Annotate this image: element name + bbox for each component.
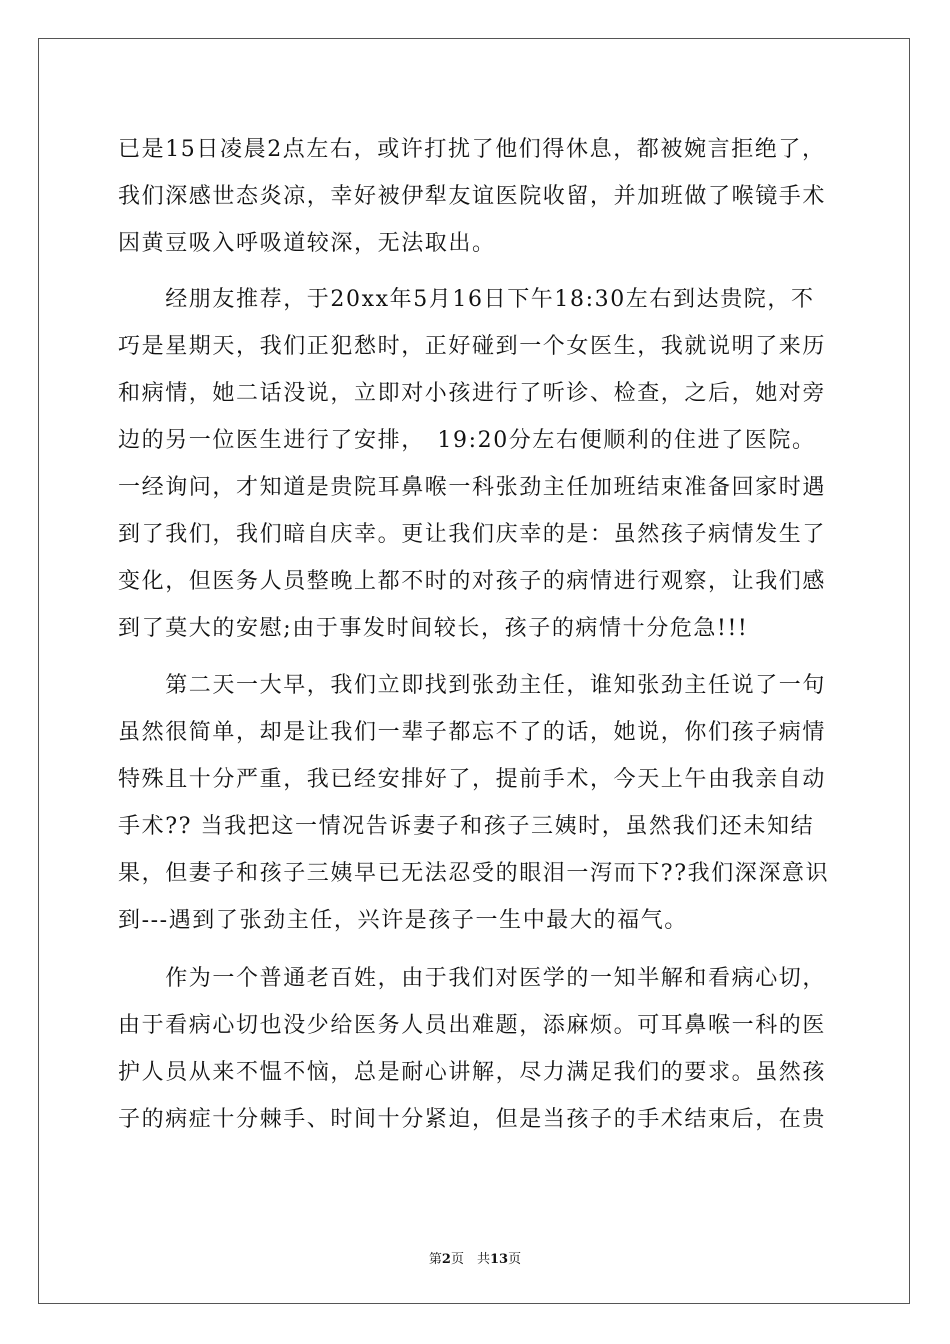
text-line: 果，但妻子和孩子三姨早已无法忍受的眼泪一泻而下??我们深深意识 <box>118 861 830 886</box>
text-line: 已是15日凌晨2点左右，或许打扰了他们得休息，都被婉言拒绝了， <box>118 137 826 162</box>
text-line: 作为一个普通老百姓，由于我们对医学的一知半解和看病心切， <box>118 966 827 991</box>
text-line: 由于看病心切也没少给医务人员出难题，添麻烦。可耳鼻喉一科的医 <box>118 1013 827 1038</box>
text-line: 和病情，她二话没说，立即对小孩进行了听诊、检查，之后，她对旁 <box>118 381 827 406</box>
text-line: 因黄豆吸入呼吸道较深，无法取出。 <box>118 231 496 256</box>
text-line: 护人员从来不愠不恼，总是耐心讲解，尽力满足我们的要求。虽然孩 <box>118 1060 827 1085</box>
text-line: 巧是星期天，我们正犯愁时，正好碰到一个女医生，我就说明了来历 <box>118 334 827 359</box>
text-line: 特殊且十分严重，我已经安排好了，提前手术，今天上午由我亲自动 <box>118 767 827 792</box>
footer-prefix: 第 <box>428 1252 442 1267</box>
text-line: 边的另一位医生进行了安排， 19:20分左右便顺利的住进了医院。 <box>118 428 816 453</box>
text-line: 变化，但医务人员整晚上都不时的对孩子的病情进行观察，让我们感 <box>118 569 827 594</box>
text-line: 子的病症十分棘手、时间十分紧迫，但是当孩子的手术结束后，在贵 <box>118 1107 827 1132</box>
text-line: 到了莫大的安慰;由于事发时间较长，孩子的病情十分危急!!! <box>118 616 749 641</box>
page-footer <box>0 1252 950 1268</box>
text-line: 经朋友推荐，于20xx年5月16日下午18:30左右到达贵院，不 <box>118 287 815 312</box>
text-line: 我们深感世态炎凉，幸好被伊犁友谊医院收留，并加班做了喉镜手术 <box>118 184 827 209</box>
text-line: 一经询问，才知道是贵院耳鼻喉一科张劲主任加班结束准备回家时遇 <box>118 475 827 500</box>
footer-suffix: 页 <box>508 1252 522 1267</box>
footer-mid: 页 共 <box>450 1252 490 1267</box>
total-pages: 13 <box>489 1252 509 1267</box>
text-line: 到了我们，我们暗自庆幸。更让我们庆幸的是：虽然孩子病情发生了 <box>118 522 827 547</box>
text-line: 虽然很简单，却是让我们一辈子都忘不了的话，她说，你们孩子病情 <box>118 720 827 745</box>
text-line: 第二天一大早，我们立即找到张劲主任，谁知张劲主任说了一句 <box>118 673 827 698</box>
text-line: 手术?? 当我把这一情况告诉妻子和孩子三姨时，虽然我们还未知结 <box>118 814 815 839</box>
page-number: 2 <box>441 1252 451 1267</box>
text-line: 到---遇到了张劲主任，兴许是孩子一生中最大的福气。 <box>118 908 688 933</box>
